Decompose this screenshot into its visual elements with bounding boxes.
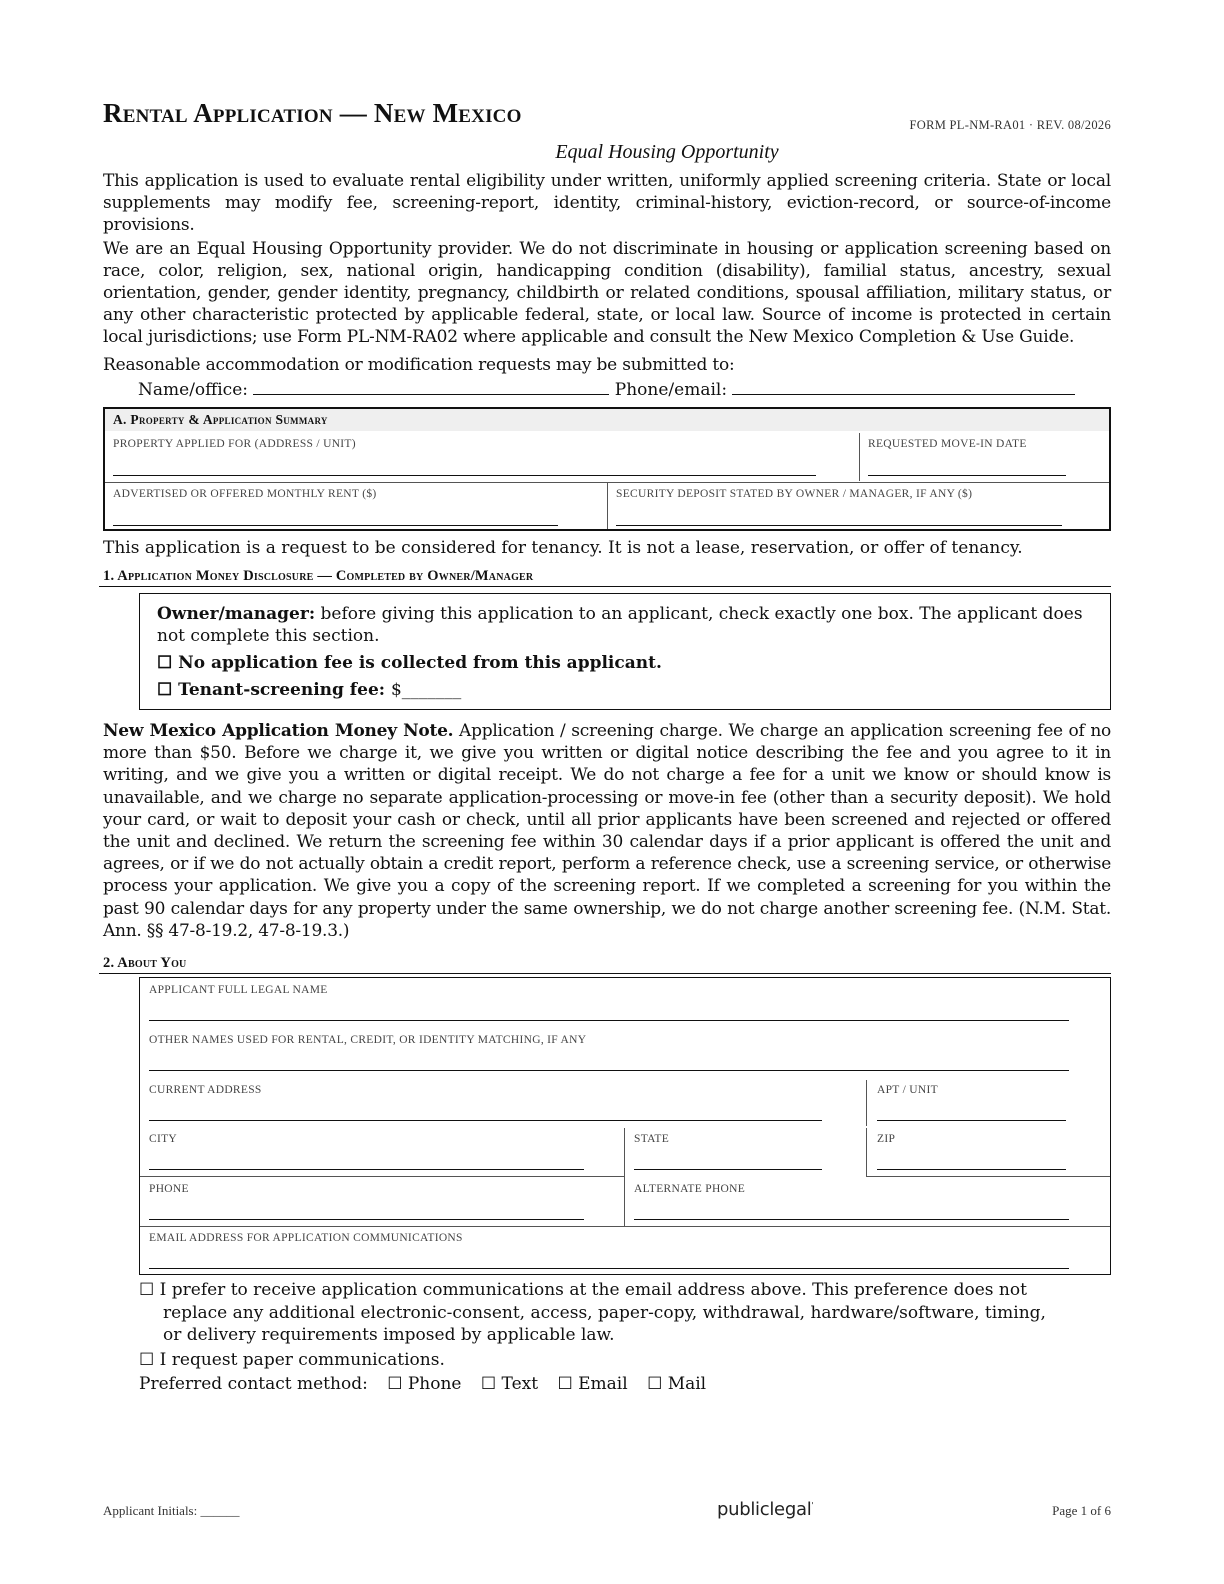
full-name-label: APPLICANT FULL LEGAL NAME	[149, 984, 328, 997]
current-address-cell[interactable]	[149, 1084, 859, 1124]
monthly-rent-field[interactable]	[113, 525, 558, 526]
title-row	[103, 98, 1111, 138]
intro-paragraph-2: We are an Equal Housing Opportunity provider. We do not discriminate in housing or application screening based on race, color, religion, sex, national origin, handicapping condition (disability), familial status, ancestry, sexual orientation, gender, gender identity, pregnancy, childbirth or related conditions, spousal affiliation, military status, or any other characteristic protected by applicable federal, state, or local law. Source of income is protected in certain local jurisdictions; use Form PL-NM-RA02 where applicable and consult the New Mexico Completion & Use Guide.	[103, 239, 1111, 347]
money-note-text: Application / screening charge. We charge an application screening fee of no more than $50. Before we charge it, we give you written or digital notice describing the fee and you agree to it in writing, and we give you a written or digital receipt. We do not charge a fee for a unit we know or should know is unavailable, and we charge no separate application-processing or move-in fee (other than a security deposit). We hold your card, or wait to deposit your cash or check, until all prior applicants have been screened and rejected or offered the unit and declined. We return the screening fee within 30 calendar days if a prior applicant is offered the unit and agrees, or if we do not actually obtain a credit report, perform a reference check, use a screening service, or otherwise process your application. We give you a copy of the screening report. If we completed a screening for you within the past 90 calendar days for any property under the same ownership, we do not charge another screening fee. (N.M. Stat. Ann. §§ 47-8-19.2, 47-8-19.3.)	[103, 721, 1111, 941]
city-field[interactable]	[149, 1169, 584, 1170]
phone-email-label: Phone/email:	[614, 380, 728, 400]
email-field[interactable]	[149, 1268, 1069, 1269]
divider	[624, 1128, 625, 1226]
security-deposit-field[interactable]	[616, 525, 1062, 526]
state-label: STATE	[634, 1133, 670, 1146]
monthly-rent-cell[interactable]	[113, 488, 603, 528]
email-preference-line-1: ☐ I prefer to receive application communications at the email address above. This preference does not	[139, 1280, 1027, 1301]
apt-unit-field[interactable]	[877, 1120, 1066, 1121]
section-a-heading: A. Property & Application Summary	[105, 409, 1109, 431]
security-deposit-cell[interactable]	[616, 488, 1106, 528]
property-address-field[interactable]	[113, 475, 816, 476]
page-title: Rental Application — New Mexico	[103, 98, 522, 128]
money-disclosure-box	[139, 593, 1111, 710]
full-name-field[interactable]	[149, 1020, 1069, 1021]
paper-communications-checkbox[interactable]: ☐ I request paper communications.	[139, 1349, 445, 1370]
divider	[140, 1176, 624, 1177]
screening-fee-label: ☐ Tenant-screening fee:	[157, 680, 386, 700]
email-label: EMAIL ADDRESS FOR APPLICATION COMMUNICATIONS	[149, 1232, 463, 1245]
money-disclosure-intro	[157, 603, 1092, 647]
divider	[866, 1080, 867, 1126]
form-page	[103, 98, 1111, 1396]
zip-cell[interactable]	[877, 1133, 1107, 1173]
move-in-date-cell[interactable]	[868, 438, 1106, 478]
page-number: Page 1 of 6	[1052, 1503, 1111, 1518]
contact-text-checkbox[interactable]: ☐ Text	[480, 1374, 539, 1395]
email-preference-checkbox[interactable]	[139, 1279, 1111, 1347]
state-field[interactable]	[634, 1169, 822, 1170]
page-footer	[103, 1501, 1111, 1523]
applicant-initials[interactable]: Applicant Initials: ______	[103, 1503, 240, 1518]
divider	[866, 1128, 867, 1176]
trademark-icon: '	[811, 1501, 814, 1510]
name-office-label: Name/office:	[138, 380, 248, 400]
contact-method-label: Preferred contact method:	[139, 1374, 368, 1395]
intro-paragraph-3: Reasonable accommodation or modification requests may be submitted to:	[103, 355, 735, 375]
section-2-heading: 2. About You	[99, 955, 1111, 974]
screening-fee-checkbox[interactable]	[157, 679, 1092, 701]
communication-preferences	[139, 1279, 1111, 1396]
other-names-cell[interactable]	[149, 1034, 1079, 1074]
contact-mail-checkbox[interactable]: ☐ Mail	[647, 1374, 707, 1395]
divider	[607, 482, 608, 529]
apt-unit-label: APT / UNIT	[877, 1084, 938, 1097]
owner-manager-instructions: before giving this application to an applicant, check exactly one box. The applicant does not complete this section.	[157, 604, 1083, 646]
alternate-phone-field[interactable]	[634, 1219, 1069, 1220]
city-cell[interactable]	[149, 1133, 619, 1173]
zip-label: ZIP	[877, 1133, 896, 1146]
contact-phone-checkbox[interactable]: ☐ Phone	[387, 1374, 462, 1395]
divider	[859, 433, 860, 481]
current-address-field[interactable]	[149, 1120, 822, 1121]
section-1-heading: 1. Application Money Disclosure — Completed by Owner/Manager	[99, 568, 1111, 587]
name-office-field[interactable]	[253, 378, 609, 395]
property-summary-box	[103, 407, 1111, 531]
phone-cell[interactable]	[149, 1183, 619, 1223]
divider	[140, 1226, 1110, 1227]
brand-logo	[717, 1499, 813, 1520]
request-note: This application is a request to be considered for tenancy. It is not a lease, reservation, or offer of tenancy.	[103, 538, 1023, 558]
phone-field[interactable]	[149, 1219, 584, 1220]
intro-paragraph-1: This application is used to evaluate rental eligibility under written, uniformly applied screening criteria. State or local supplements may modify fee, screening-report, identity, criminal-history, eviction-record, or source-of-income provisions.	[103, 171, 1111, 235]
current-address-label: CURRENT ADDRESS	[149, 1084, 262, 1097]
phone-label: PHONE	[149, 1183, 189, 1196]
owner-manager-label: Owner/manager:	[157, 604, 316, 624]
other-names-field[interactable]	[149, 1070, 1069, 1071]
contact-email-checkbox[interactable]: ☐ Email	[557, 1374, 628, 1395]
city-label: CITY	[149, 1133, 178, 1146]
alternate-phone-cell[interactable]	[634, 1183, 1104, 1223]
move-in-date-label: REQUESTED MOVE-IN DATE	[868, 438, 1027, 450]
brand-name: publiclegal	[717, 1499, 812, 1520]
full-name-cell[interactable]	[149, 984, 1079, 1024]
property-address-cell[interactable]	[113, 438, 853, 478]
accommodation-contact-line	[138, 378, 1111, 401]
state-cell[interactable]	[634, 1133, 859, 1173]
security-deposit-label: SECURITY DEPOSIT STATED BY OWNER / MANAGER, IF ANY ($)	[616, 488, 973, 500]
email-preference-line-3: or delivery requirements imposed by applicable law.	[163, 1325, 615, 1346]
property-address-label: PROPERTY APPLIED FOR (ADDRESS / UNIT)	[113, 438, 356, 450]
apt-unit-cell[interactable]	[877, 1084, 1107, 1124]
form-id: FORM PL-NM-RA01 · REV. 08/2026	[909, 118, 1111, 132]
other-names-label: OTHER NAMES USED FOR RENTAL, CREDIT, OR IDENTITY MATCHING, IF ANY	[149, 1034, 587, 1047]
phone-email-field[interactable]	[732, 378, 1075, 395]
alternate-phone-label: ALTERNATE PHONE	[634, 1183, 746, 1196]
zip-field[interactable]	[877, 1169, 1066, 1170]
no-fee-checkbox[interactable]: ☐ No application fee is collected from this applicant.	[157, 653, 662, 673]
about-you-box	[139, 977, 1111, 1275]
monthly-rent-label: ADVERTISED OR OFFERED MONTHLY RENT ($)	[113, 488, 377, 500]
money-note-title: New Mexico Application Money Note.	[103, 721, 454, 741]
screening-fee-amount-field[interactable]: $_______	[390, 680, 462, 700]
preferred-contact-method	[139, 1373, 1111, 1396]
divider	[866, 1176, 1110, 1177]
page-subtitle: Equal Housing Opportunity	[555, 141, 779, 163]
move-in-date-field[interactable]	[868, 475, 1066, 476]
money-note	[103, 720, 1111, 942]
email-cell[interactable]	[149, 1232, 1079, 1272]
email-preference-line-2: replace any additional electronic-consent, access, paper-copy, withdrawal, hardware/software, timing,	[163, 1302, 1046, 1323]
